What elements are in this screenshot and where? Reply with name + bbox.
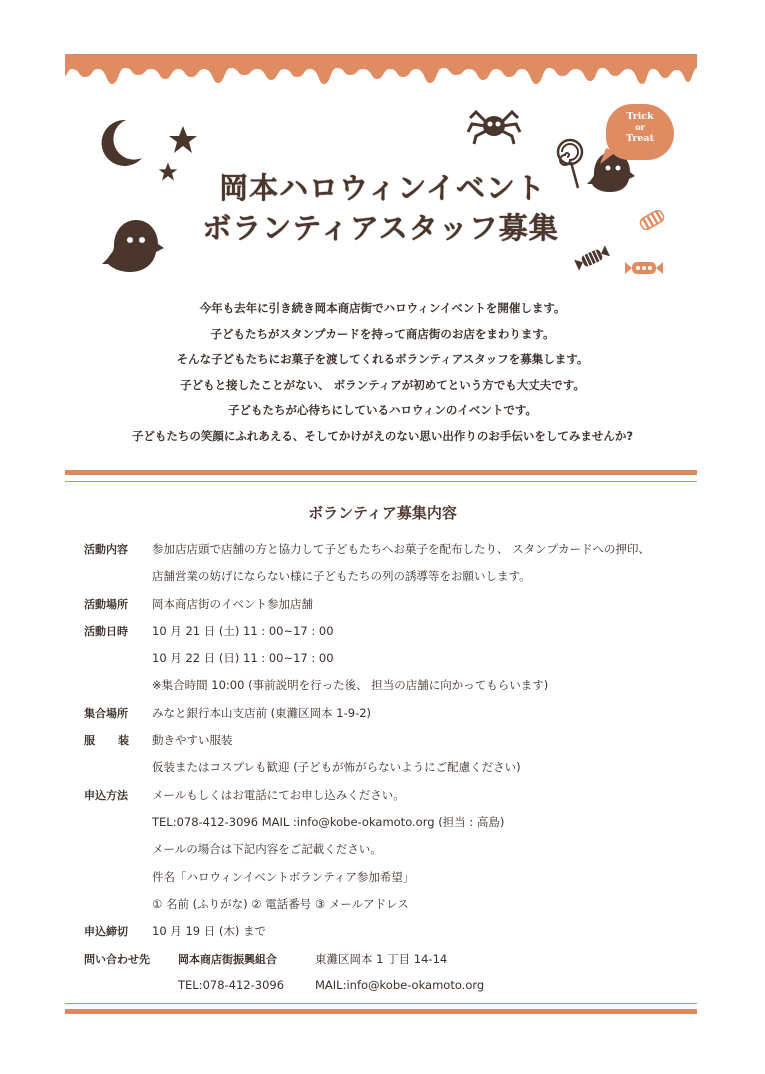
apply-line5: ① 名前 (ふりがな) ② 電話番号 ③ メールアドレス [152, 897, 409, 911]
place-value: 岡本商店街のイベント参加店舗 [152, 597, 313, 611]
section-title: ボランティア募集内容 [308, 504, 457, 522]
deadline-value: 10 月 19 日 (木) まで [152, 924, 267, 938]
activity-label: 活動内容 [84, 543, 128, 556]
event-subtitle: ボランティアスタッフ募集 [202, 211, 559, 245]
divider-bottom-thin [65, 1003, 697, 1004]
intro-line: 子どもたちがスタンプカードを持って商店街のお店をまわります。 [210, 326, 555, 341]
contact-tel: TEL:078-412-3096 [178, 978, 285, 992]
intro-line: 子どもたちの笑顔にふれあえる、そしてかけがえのない思い出作りのお手伝いをしてみませんか? [131, 428, 634, 443]
intro-text [0, 296, 765, 450]
place-label: 活動場所 [84, 598, 128, 611]
intro-line: そんな子どもたちにお菓子を渡してくれるボランティアスタッフを募集します。 [176, 352, 589, 367]
apply-label: 申込方法 [84, 789, 128, 802]
meet-label: 集合場所 [84, 707, 128, 720]
spider-icon [466, 104, 522, 146]
star-icon [168, 125, 198, 155]
contact-mail: MAIL:info@kobe-okamoto.org [315, 978, 485, 992]
deadline-label: 申込締切 [84, 925, 128, 938]
intro-line: 子どもたちが心待ちにしているハロウィンのイベントです。 [228, 403, 537, 418]
intro-line: 今年も去年に引き続き岡本商店街でハロウィンイベントを開催します。 [199, 301, 566, 315]
divider-top-thin [65, 481, 697, 482]
divider-bottom-thick [65, 1009, 697, 1014]
trick-or-treat-badge [606, 104, 674, 160]
dress-line2: 仮装またはコスプレも歓迎 (子どもが怖がらないようにご配慮ください) [152, 760, 521, 774]
date-note: ※集合時間 10:00 (事前説明を行った後、 担当の店舗に向かってもらいます) [152, 678, 549, 692]
intro-line: 子どもと接したことがない、 ボランティアが初めてという方でも大丈夫です。 [180, 377, 585, 392]
divider-top-thick [65, 470, 697, 475]
apply-line1: メールもしくはお電話にてお申し込みください。 [152, 788, 405, 802]
drip-banner [65, 54, 697, 88]
contact-label: 問い合わせ先 [84, 953, 150, 966]
date-line1: 10 月 21 日 (土) 11 : 00~17 : 00 [152, 624, 334, 638]
crescent-moon-icon [96, 118, 146, 168]
wrapped-candy-icon [574, 244, 610, 272]
apply-line4: 件名「ハロウィンイベントボランティア参加希望」 [152, 870, 415, 884]
contact-address: 東灘区岡本 1 丁目 14-14 [315, 952, 448, 966]
badge-line3: Treat [626, 133, 654, 144]
activity-line1: 参加店店頭で店舗の方と協力して子どもたちへお菓子を配布したり、 スタンプカードへの押印、 [152, 542, 651, 556]
dress-label: 服 装 [84, 734, 135, 747]
apply-line3: メールの場合は下記内容をご記載ください。 [152, 842, 382, 856]
date-line2: 10 月 22 日 (日) 11 : 00~17 : 00 [152, 651, 334, 665]
badge-line1: Trick [626, 111, 654, 122]
date-label: 活動日時 [84, 625, 128, 638]
contact-org: 岡本商店街振興組合 [178, 953, 277, 966]
dotted-candy-icon [624, 258, 664, 278]
dress-line1: 動きやすい服装 [152, 733, 233, 747]
event-title: 岡本ハロウィンイベント [219, 171, 546, 205]
meet-value: みなと銀行本山支店前 (東灘区岡本 1-9-2) [152, 706, 372, 720]
activity-line2: 店舗営業の妨げにならない様に子どもたちの列の誘導等をお願いします。 [152, 569, 531, 583]
badge-line2: or [635, 122, 645, 132]
apply-line2: TEL:078-412-3096 MAIL :info@kobe-okamoto.org (担当 : 高島) [152, 815, 505, 829]
badge-tail-icon [596, 148, 616, 166]
